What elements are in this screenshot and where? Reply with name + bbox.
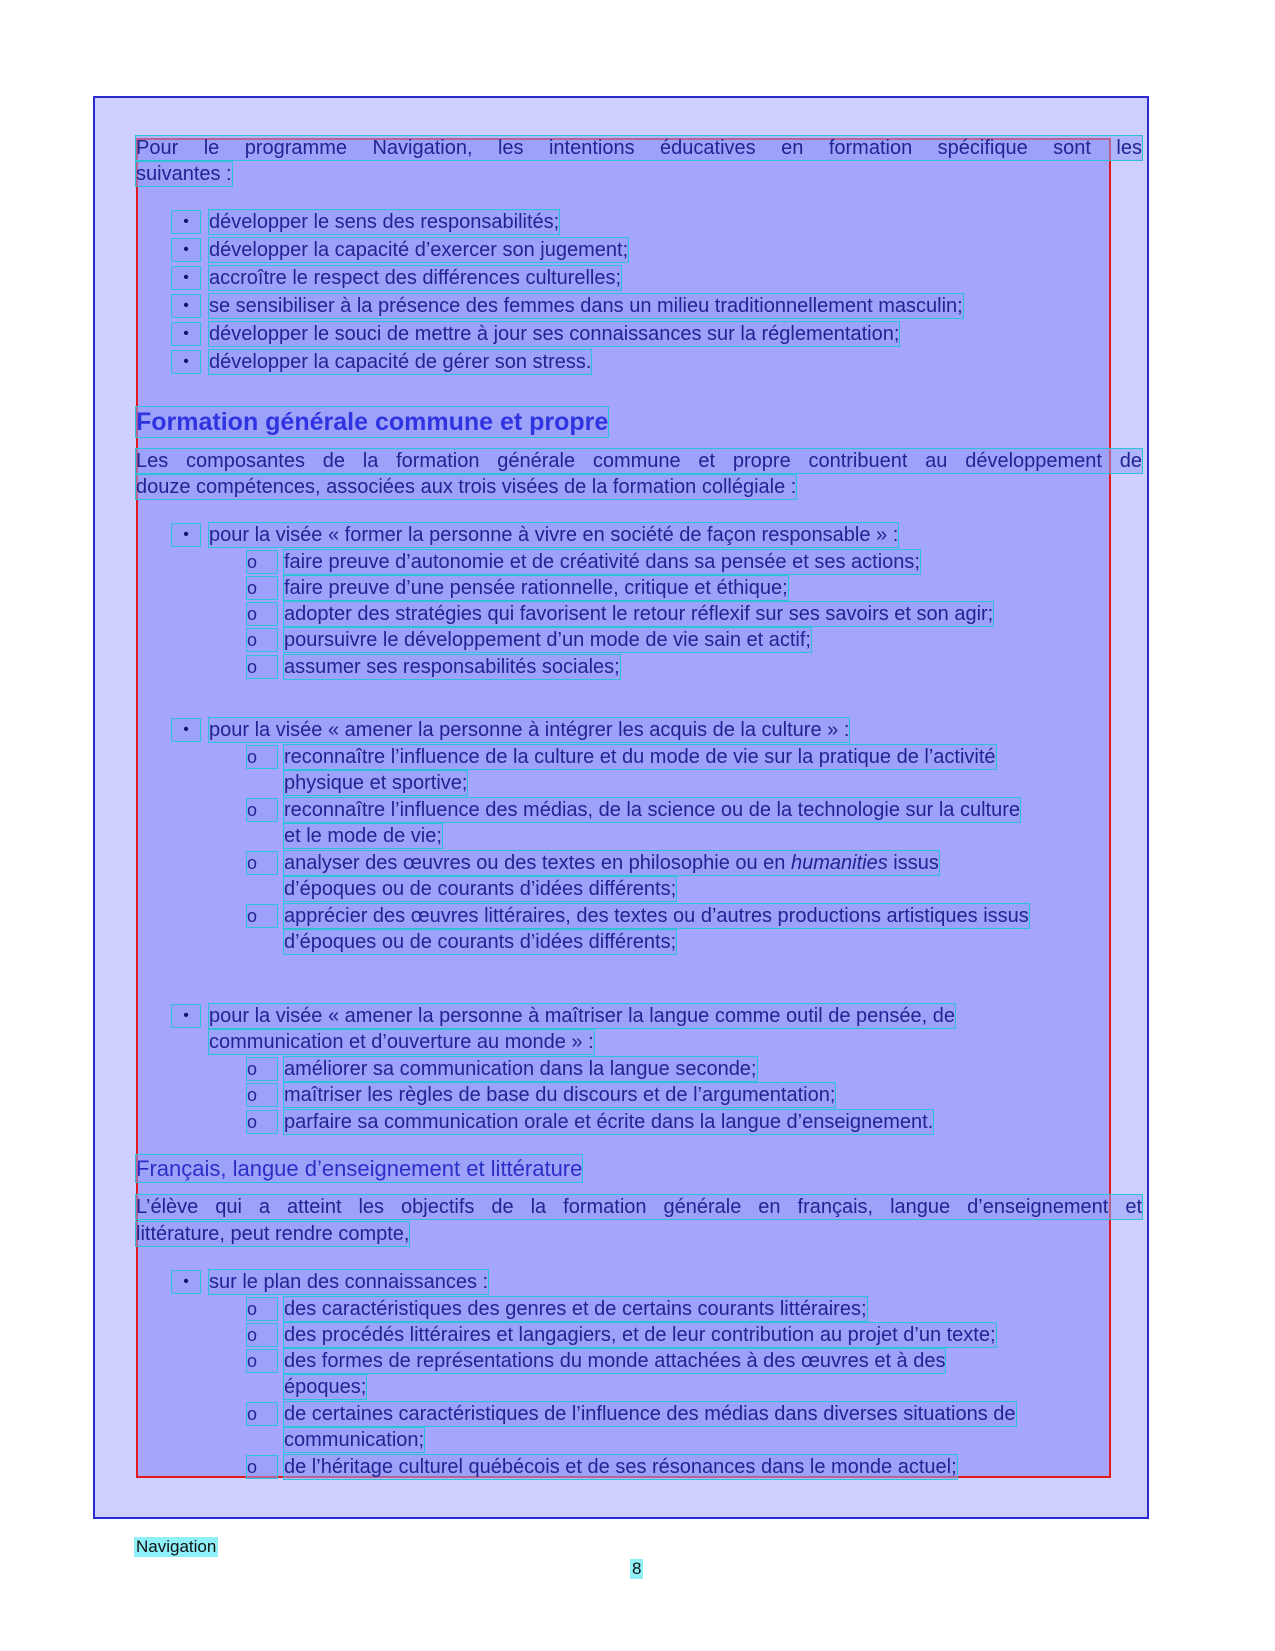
- section-heading-francais: Français, langue d’enseignement et littérature: [136, 1156, 583, 1181]
- knowledge-item: des procédés littéraires et langagiers, et de leur contribution au projet d’un texte;: [284, 1324, 996, 1346]
- sub-bullet-icon: o: [247, 1403, 277, 1425]
- vise2-item: [284, 851, 939, 875]
- knowledge-item-cont: époques;: [284, 1376, 367, 1398]
- sub-bullet-icon: o: [247, 603, 277, 625]
- sub-bullet-icon: o: [247, 1324, 277, 1346]
- knowledge-item: des formes de représentations du monde attachées à des œuvres et à des: [284, 1350, 946, 1372]
- knowledge-item-cont: communication;: [284, 1429, 425, 1451]
- section-heading-formation-generale: Formation générale commune et propre: [136, 408, 609, 436]
- intention-item: développer le souci de mettre à jour ses connaissances sur la réglementation;: [209, 323, 900, 345]
- vise3-item: parfaire sa communication orale et écrite dans la langue d’enseignement.: [284, 1111, 934, 1133]
- vise2-item-cont: d’époques ou de courants d’idées différents;: [284, 931, 677, 953]
- sub-bullet-icon: o: [247, 577, 277, 599]
- vise2-label: pour la visée « amener la personne à intégrer les acquis de la culture » :: [209, 719, 850, 741]
- intention-item: développer la capacité de gérer son stress.: [209, 351, 592, 373]
- vise2-item-cont: d’époques ou de courants d’idées différents;: [284, 878, 677, 900]
- vise2-item: reconnaître l’influence de la culture et du mode de vie sur la pratique de l’activité: [284, 746, 996, 768]
- sub-bullet-icon: o: [247, 905, 277, 927]
- bullet-icon: •: [172, 524, 200, 546]
- vise1-item: poursuivre le développement d’un mode de vie sain et actif;: [284, 629, 811, 651]
- sub-bullet-icon: o: [247, 1111, 277, 1133]
- vise2-item-part: analyser des œuvres ou des textes en philosophie ou en: [284, 852, 791, 874]
- vise3-item: améliorer sa communication dans la langue seconde;: [284, 1058, 757, 1080]
- vise3-label-line-1: pour la visée « amener la personne à maîtriser la langue comme outil de pensée, de: [209, 1005, 955, 1027]
- section2-para-line-1: L’élève qui a atteint les objectifs de la formation générale en français, langue d’enseignement et: [136, 1196, 1142, 1218]
- sub-bullet-icon: o: [247, 746, 277, 768]
- section1-para-line-2: douze compétences, associées aux trois visées de la formation collégiale :: [136, 476, 797, 498]
- vise2-item-cont: et le mode de vie;: [284, 825, 442, 847]
- section1-para-line-1: Les composantes de la formation générale commune et propre contribuent au développement de: [136, 450, 1142, 472]
- sub-bullet-icon: o: [247, 852, 277, 874]
- bullet-icon: •: [172, 1271, 200, 1293]
- sub-bullet-icon: o: [247, 551, 277, 573]
- vise3-item: maîtriser les règles de base du discours et de l’argumentation;: [284, 1084, 836, 1106]
- vise3-label-line-2: communication et d’ouverture au monde » :: [209, 1031, 594, 1053]
- bullet-icon: •: [172, 267, 200, 289]
- intro-line-2: suivantes :: [136, 163, 232, 185]
- sub-bullet-icon: o: [247, 1456, 277, 1478]
- bullet-icon: •: [172, 1005, 200, 1027]
- intention-item: accroître le respect des différences culturelles;: [209, 267, 622, 289]
- vise1-item: faire preuve d’une pensée rationnelle, critique et éthique;: [284, 577, 788, 599]
- bullet-icon: •: [172, 323, 200, 345]
- vise2-item-cont: physique et sportive;: [284, 772, 468, 794]
- vise1-item: adopter des stratégies qui favorisent le retour réflexif sur ses savoirs et son agir;: [284, 603, 994, 625]
- sub-bullet-icon: o: [247, 1298, 277, 1320]
- section2-para-line-2: littérature, peut rendre compte,: [136, 1223, 410, 1245]
- vise1-label: pour la visée « former la personne à vivre en société de façon responsable » :: [209, 524, 899, 546]
- intention-item: se sensibiliser à la présence des femmes dans un milieu traditionnellement masculin;: [209, 295, 963, 317]
- vise2-item: reconnaître l’influence des médias, de la science ou de la technologie sur la culture: [284, 799, 1020, 821]
- knowledge-item: de certaines caractéristiques de l’influence des médias dans diverses situations de: [284, 1403, 1016, 1425]
- sub-bullet-icon: o: [247, 799, 277, 821]
- bullet-icon: •: [172, 351, 200, 373]
- intention-item: développer le sens des responsabilités;: [209, 211, 560, 233]
- intention-item: développer la capacité d’exercer son jugement;: [209, 239, 629, 261]
- sub-bullet-icon: o: [247, 629, 277, 651]
- sub-bullet-icon: o: [247, 1350, 277, 1372]
- page-number: 8: [632, 1559, 642, 1578]
- bullet-icon: •: [172, 295, 200, 317]
- knowledge-item: de l’héritage culturel québécois et de ses résonances dans le monde actuel;: [284, 1456, 957, 1478]
- bullet-icon: •: [172, 211, 200, 233]
- bullet-icon: •: [172, 719, 200, 741]
- vise1-item: assumer ses responsabilités sociales;: [284, 656, 620, 678]
- sub-bullet-icon: o: [247, 1084, 277, 1106]
- bullet-icon: •: [172, 239, 200, 261]
- intro-line-1: Pour le programme Navigation, les intentions éducatives en formation spécifique sont les: [136, 137, 1142, 159]
- vise1-item: faire preuve d’autonomie et de créativité dans sa pensée et ses actions;: [284, 551, 920, 573]
- sub-bullet-icon: o: [247, 656, 277, 678]
- knowledge-item: des caractéristiques des genres et de certains courants littéraires;: [284, 1298, 867, 1320]
- footer-program-name: Navigation: [136, 1537, 217, 1556]
- sub-bullet-icon: o: [247, 1058, 277, 1080]
- plan-label: sur le plan des connaissances :: [209, 1271, 489, 1293]
- humanities-term: humanities: [790, 852, 888, 874]
- vise2-item: apprécier des œuvres littéraires, des textes ou d’autres productions artistiques issus: [284, 905, 1029, 927]
- vise2-item-part: issus: [887, 852, 939, 874]
